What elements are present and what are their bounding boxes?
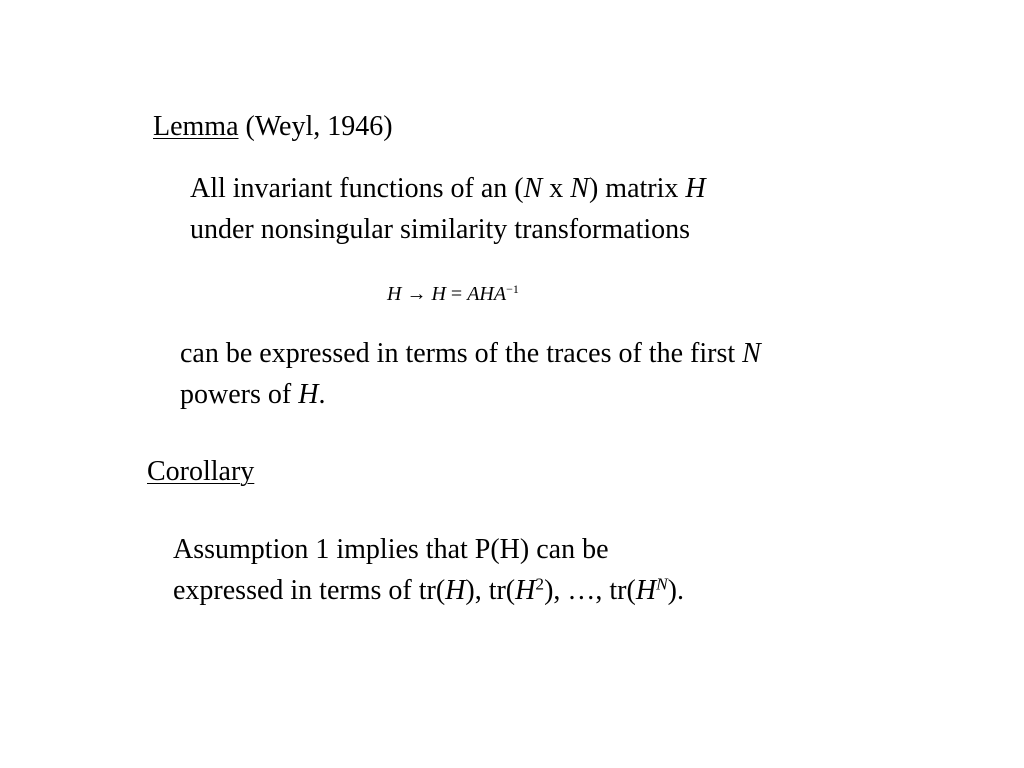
- text-segment: ), tr(: [465, 575, 516, 606]
- text-segment: .: [318, 379, 326, 410]
- power-2: 2: [535, 574, 545, 594]
- corollary-text-line-1: Assumption 1 implies that P(H) can be: [173, 534, 609, 565]
- var-h: H: [685, 173, 706, 204]
- var-n: N: [523, 173, 543, 204]
- power-n: N: [656, 574, 668, 594]
- eq-equals: =: [445, 283, 468, 305]
- lemma-attribution: (Weyl, 1946): [238, 111, 393, 142]
- text-segment: x: [542, 173, 571, 204]
- lemma-text-line-3: [180, 337, 761, 371]
- eq-arrow: →: [401, 283, 432, 305]
- var-h: H: [515, 575, 536, 606]
- text-segment: can be expressed in terms of the traces of the first: [180, 338, 743, 369]
- text-segment: All invariant functions of an (: [190, 173, 524, 204]
- similarity-equation: [387, 280, 519, 308]
- corollary-heading: Corollary: [147, 456, 255, 487]
- lemma-text-line-2: under nonsingular similarity transformations: [190, 214, 691, 245]
- eq-lhs: H: [387, 283, 402, 305]
- lemma-title: [153, 110, 393, 144]
- corollary-title: [147, 455, 254, 489]
- var-h: H: [635, 575, 657, 606]
- text-segment: ), …, tr(: [544, 575, 636, 606]
- lemma-text-line-1: [190, 172, 706, 206]
- eq-exponent: −1: [506, 281, 519, 296]
- text-segment: powers of: [180, 379, 299, 410]
- var-n: N: [742, 338, 761, 369]
- eq-rhs: AHA: [467, 283, 507, 305]
- lemma-heading: Lemma: [153, 111, 239, 142]
- text-segment: expressed in terms of tr(: [173, 575, 446, 606]
- text-segment: ).: [667, 575, 684, 606]
- eq-mid: H: [431, 283, 446, 305]
- lemma-text-line-4: [180, 378, 325, 412]
- text-segment: ) matrix: [588, 173, 686, 204]
- corollary-text-line-2: [173, 574, 684, 608]
- var-n: N: [570, 173, 589, 204]
- var-h: H: [298, 379, 319, 410]
- var-h: H: [445, 575, 466, 606]
